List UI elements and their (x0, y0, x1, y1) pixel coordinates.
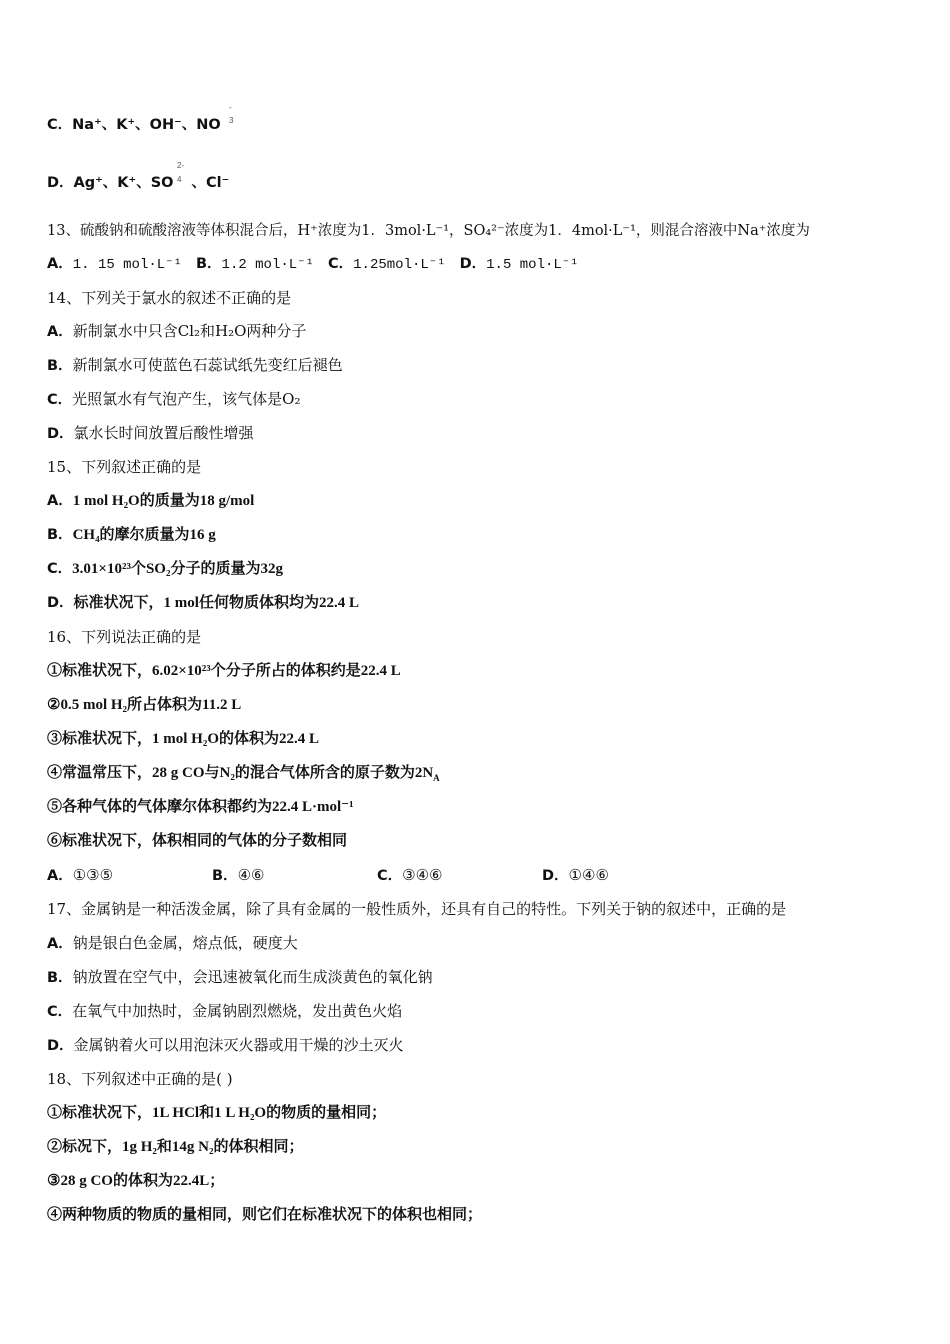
option-label: A． (47, 493, 73, 509)
q18-item-2: ②标况下，1g H₂和14g N₂的体积相同； (47, 1139, 304, 1155)
q16-d-label: D． (542, 868, 569, 884)
q17-option-b (47, 967, 433, 988)
q13-options (47, 254, 579, 275)
q12-c-charge-sup: - (229, 103, 232, 112)
item-text: ④常温常压下，28 g CO与N₂的混合气体所含的原子数为2N (47, 765, 434, 781)
q13-d-label: D． (459, 256, 487, 272)
q16-c-text: ③④⑥ (402, 866, 443, 884)
q16-b-label: B． (212, 868, 238, 884)
q14-option-c (47, 389, 300, 410)
q16-item-5: ⑤各种气体的气体摩尔体积都约为22.4 L·mol⁻¹ (47, 799, 354, 815)
option-label: B． (47, 970, 73, 986)
option-text: 标准状况下，1 mol任何物质体积均为22.4 L (73, 595, 359, 611)
q14-stem: 14、下列关于氯水的叙述不正确的是 (47, 289, 292, 307)
option-label: C． (47, 1004, 73, 1020)
option-label: D． (47, 175, 74, 191)
q16-a-label: A． (47, 868, 73, 884)
q15-option-a (47, 491, 254, 511)
option-text: 1 mol H₂O的质量为18 g/mol (72, 493, 255, 509)
option-text: 钠放置在空气中，会迅速被氧化而生成淡黄色的氧化钠 (72, 968, 433, 986)
option-text: 金属钠着火可以用泡沫灭火器或用干燥的沙土灭火 (73, 1036, 404, 1054)
q15-option-d (47, 593, 359, 613)
q17-option-c (47, 1001, 402, 1022)
option-label: D． (47, 595, 74, 611)
item-subscript: A (433, 773, 440, 783)
q15-option-b (47, 525, 216, 545)
q18-item-4: ④两种物质的物质的量相同，则它们在标准状况下的体积也相同； (47, 1207, 483, 1223)
option-label: D． (47, 1038, 74, 1054)
q16-c-label: C． (377, 868, 403, 884)
q16-options (47, 865, 647, 886)
option-label: C． (47, 561, 73, 577)
option-text: 新制氯水中只含Cl₂和H₂O两种分子 (72, 322, 307, 340)
q13-a-label: A． (47, 256, 73, 272)
q18-stem: 18、下列叙述中正确的是( ) (47, 1070, 233, 1088)
q16-item-3: ③标准状况下，1 mol H₂O的体积为22.4 L (47, 731, 320, 747)
option-text: Na⁺、K⁺、OH⁻、NO (72, 117, 221, 133)
option-label: B． (47, 358, 73, 374)
q13-stem: 13、硫酸钠和硫酸溶液等体积混合后，H⁺浓度为1．3mol·L⁻¹，SO₄²⁻浓度为1．4mol·L⁻¹，则混合溶液中Na⁺浓度为 (47, 223, 810, 239)
q13-b-label: B． (195, 256, 222, 272)
option-label: D． (47, 426, 74, 442)
option-text: 钠是银白色金属，熔点低，硬度大 (72, 934, 298, 952)
q18-item-1: ①标准状况下，1L HCl和1 L H₂O的物质的量相同； (47, 1105, 387, 1121)
q17-option-a (47, 933, 298, 954)
option-text: 新制氯水可使蓝色石蕊试纸先变红后褪色 (72, 356, 343, 374)
q14-option-b (47, 355, 343, 376)
q18-item-3: ③28 g CO的体积为22.4L； (47, 1173, 225, 1189)
option-label: C． (47, 392, 73, 408)
q12-c-subscript: 3 (229, 116, 234, 125)
q12-option-c (47, 115, 221, 135)
option-label: A． (47, 324, 73, 340)
q13-a-text: 1. 15 mol·L⁻¹ (72, 257, 182, 273)
q16-item-4 (47, 763, 440, 783)
q17-stem: 17、金属钠是一种活泼金属，除了具有金属的一般性质外，还具有自己的特性。下列关于钠的叙述中，正确的是 (47, 900, 787, 918)
option-text: Ag⁺、K⁺、SO (73, 175, 174, 191)
q12-d-charge-sup: 2- (177, 161, 185, 170)
option-text: CH₄的摩尔质量为16 g (72, 527, 216, 543)
q14-option-d (47, 423, 254, 444)
option-text: 光照氯水有气泡产生，该气体是O₂ (72, 390, 301, 408)
q13-c-text: 1.25mol·L⁻¹ (353, 257, 446, 273)
q13-b-text: 1.2 mol·L⁻¹ (221, 257, 314, 273)
q16-item-2: ②0.5 mol H₂所占体积为11.2 L (47, 697, 242, 713)
option-label: C． (47, 117, 73, 133)
q16-item-1: ①标准状况下，6.02×10²³个分子所占的体积约是22.4 L (47, 663, 401, 679)
q15-option-c (47, 559, 283, 579)
option-label: A． (47, 936, 73, 952)
option-text: 3.01×10²³个SO₂分子的质量为32g (72, 561, 283, 577)
option-text: 在氧气中加热时，金属钠剧烈燃烧，发出黄色火焰 (72, 1002, 403, 1020)
q12-d-subscript: 4 (177, 175, 182, 184)
q12-option-d (47, 173, 229, 193)
q16-a-text: ①③⑤ (72, 866, 114, 884)
q13-d-text: 1.5 mol·L⁻¹ (486, 257, 579, 273)
option-tail: 、Cl⁻ (191, 175, 230, 191)
q17-option-d (47, 1035, 404, 1056)
option-text: 氯水长时间放置后酸性增强 (73, 424, 254, 442)
q13-c-label: C． (328, 256, 354, 272)
q14-option-a (47, 321, 306, 342)
q16-item-6: ⑥标准状况下，体积相同的气体的分子数相同 (47, 833, 348, 849)
q16-d-text: ①④⑥ (568, 866, 609, 884)
q16-stem: 16、下列说法正确的是 (47, 628, 202, 646)
option-label: B． (47, 527, 73, 543)
q15-stem: 15、下列叙述正确的是 (47, 458, 202, 476)
q16-b-text: ④⑥ (237, 866, 265, 884)
